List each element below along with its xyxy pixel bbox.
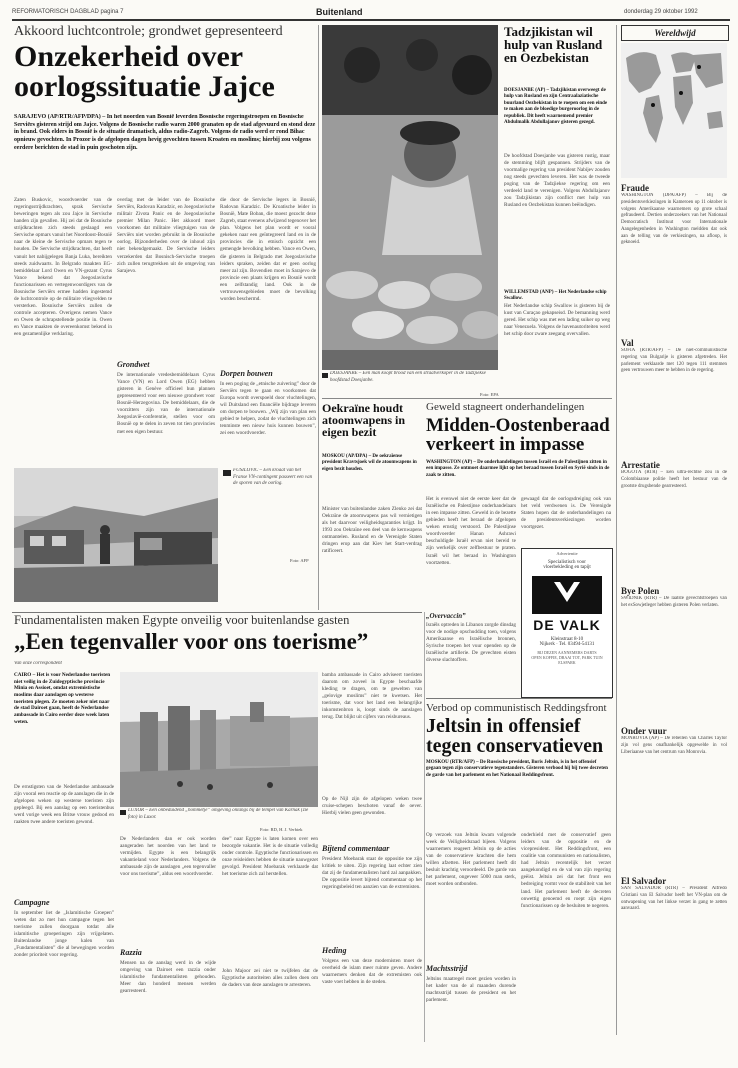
world-map [621, 43, 727, 178]
ad-line2: vloerbekleding en tapijt [543, 565, 591, 570]
jeltsin-col1b: Jeltsins maatregel moet gezien worden in het kader van de al maanden durende machtsstrijd tussen de president en het parlement. [426, 976, 516, 1004]
egypte-col4: bamba ambassade in Cairo adviseert toeristen daarom om zoveel in Egypte beschaafde kleding te dragen, om te gewelten van „gelovige moslims” niet te kwetsen. Het toerisme, dat voor het land een belangrijke inkomstenbron is, loopt sinds de aanslagen terug. Dat blijkt uit cijfers van reisbureaus. [322, 672, 422, 721]
caption-bullet [223, 470, 231, 476]
egypte-subhead-campagne: Campagne [14, 898, 50, 907]
sidebar-item-text: MONROVIA (AP) – De rebellen van Charles Taylor zijn vol gens onafhankelijk opgewelde in vol Liberiaanse van het centrum van Monrovia. [621, 736, 727, 755]
sidebar-item-title: Arrestatie [621, 460, 660, 470]
sidebar-item-title: Bye Polen [621, 586, 660, 596]
egypte-col1b: In september liet de „Islamitische Groepen” weten dat zo met hun campagne tegen het toerisme zullen doorgaan totdat alle islamitische groeperingen zijn vrijgelaten. Buitenlandse jonge kalen van „Fundamentalisten” die al bewegingen worden zonder prioriteit voor regering. [14, 910, 114, 959]
header-date: donderdag 29 oktober 1992 [624, 9, 698, 15]
header-left: REFORMATORISCH DAGBLAD pagina 7 [12, 9, 124, 15]
jajce-photo-caption: FUSILOVIC – Een kroaat van het Franse VN-contingent passeert een van de sporen van de oorlog. [233, 468, 313, 486]
oekraine-headline: Oekraïne houdt atoomwapens in eigen bezit [322, 401, 406, 439]
jajce-photo-credit: Foto: AFP [290, 558, 309, 563]
midoosten-kicker: Geweld stagneert onderhandelingen [426, 401, 585, 413]
divider [318, 25, 319, 610]
caption-bullet-3 [120, 810, 126, 815]
caption-bullet-2 [322, 373, 328, 378]
midoosten-col1b: Israëls optreden in Libanon zorgde dinsdag voor de nodige opschudding toen, volgens Amerikaanse en Israëlische bronnen, Syrische troepen het vuur openden op de Israëlische artillerie. De gevechten eisten diverse slachtoffers. [426, 622, 516, 664]
egypte-subhead-bijtend: Bijtend commentaar [322, 844, 390, 853]
ad-extra: BIJ DEZEN AANNEMERS DARTS [537, 650, 597, 655]
egypte-col2b: Mensen na de aanslag werd in de wijde omgeving van Dairoet een razzia onder islamitische fundamentalisten gehouden. Meer dan honderd mensen werden gearresteerd. [120, 960, 216, 995]
header-rule [12, 19, 730, 21]
egypte-col4b: Op de Nijl zijn de afgelopen weken twee cruise-schepen beschoten vanaf de oever. Hierbij vielen geen gewonden. [322, 796, 422, 817]
jeltsin-col2: onderhield met de conservatief geen leiders van de oppositie en de vicepresident. Het Reddingsfront, een coalitie van communisten en nationalisten, had Jeltsin recentelijk het verzet aangekondigd en de val van zijn regering geëist. Jeltsin zei dat het front een bedreiging vormt voor de stabiliteit van het land. Het parlement heeft de decreten onwettig genoemd en roept zijn eigen functionarissen op de besluiten te negeren. [521, 832, 611, 909]
tadzjik-lead: DOESJANBE (AP) – Tadzjikistan overweegt de hulp van Rusland en zijn Centraalaziatische buurland Oezbekistan in te roepen om een einde te maken aan de bloedige burgeroorlog in de republiek. Dit heeft waarnemend premier Abdulmalik Abdullajanov gisteren gezegd. [504, 88, 608, 125]
egypte-byline: Van onze correspondent [14, 661, 62, 666]
jajce-headline: Onzekerheid over oorlogssituatie Jajce [14, 40, 275, 103]
ad-extra2: OPEN KOFFIE, DRAAI TOT, PARK TUIN [531, 655, 603, 660]
divider [424, 612, 425, 1042]
jeltsin-kicker: Verbod op communistisch Reddingsfront [426, 702, 607, 714]
ad-brand: DE VALK [533, 617, 601, 633]
sidebar-title-box [621, 25, 729, 41]
midoosten-col1: Het is evenwel niet de eerste keer dat de Israëlische en Palestijnse onderhandelaars in een impasse zitten. Geweld in de bezette gebieden heeft het beraad de afgelopen weken ernstig verstoord. De Palestijnse woordvoerder Hanan Ashrawi beschuldigde Israël ervan niet bereid te zijn werkelijk over zelfbestuur te praten. Israël wil het beraad in Washington voortzetten. [426, 496, 516, 566]
egypte-col4c: President Moebarak staat de oppositie toe zijn kritiek te uiten. Zijn regering laat echter zien dat zij de fundamentalisten hard zal aanpakken. De oppositie levert bijtend commentaar op het regeringsbeleid ten aanzien van de extremisten. [322, 856, 422, 891]
egypte-col2: De Nederlanders dan er ook worden aangeraden het noorden van het land te vermijden. Egypte is een belangrijk vakantieland voor Nederlanders. Volgens de ambassade zijn de aanslagen „een tegenvaller voor ons toerisme”, aldus een woordvoerder. [120, 836, 216, 878]
jeltsin-subhead: Machtsstrijd [426, 964, 468, 973]
egypte-photo [120, 672, 318, 807]
sidebar-items [621, 183, 727, 1033]
sidebar-item-title: Fraude [621, 183, 649, 193]
egypte-col3b: John Majoor zei niet te twijfelen dat de Egyptische autoriteiten alles zullen doen om de daders van deze aanslagen te arresteren. [222, 968, 318, 989]
egypte-col1: De ernstigsten van de Nederlandse ambassade zijn vooral een reactie op de aanslagen die in de afgelopen weken op westerse toeristen zijn gepleegd. Bij een aanslag op een toeristenbus werd vorige week een Britse vrouw gedood en raakten twee andere toeristen gewond. [14, 784, 114, 826]
sidebar-item-text: BOGOTÁ (RTR) – Een ultra-rechtse zou in de Colombiaanse politie heeft het bestuur van de grootste drugsbende gearresteerd. [621, 470, 727, 489]
jajce-photo [14, 468, 218, 602]
midoosten-lead: WASHINGTON (AP) – De onderhandelingen tussen Israël en de Palestijnen zitten in een impasse. Ze ontmoet daarmee lijkt op het beraad tussen Israël en Syrië sinds in de zaak te zitten. [426, 460, 610, 478]
egypte-headline: „Een tegenvaller voor ons toerisme” [14, 629, 369, 654]
tadzjik-photo [322, 25, 498, 370]
sidebar-item-title: Onder vuur [621, 726, 667, 736]
egypte-col4d: Volgens een van deze modernisten moet de overheid de islam meer ruimte geven. Andere waarnemers denken dat de extremisten ook vaste voet hebben in de steden. [322, 958, 422, 986]
jajce-lead: SARAJEVO (AP/RTR/AFP/DPA) – In het noorden van Bosnië leverden Bosnische regeringstroepen en Bosnische Serviërs gisteren strijd om Jajce. Volgens de Bosnische radio waren 2000 granaten op de stad afgevuurd en stond deze in brand. Ook elders in Bosnië is de situatie dramatisch, aldus radio-Zagreb. Volgens de radio werd er rond Bihac opnieuw gevochten. In Prozor is de afgelopen dagen hevig gevochten tussen Kroaten en moslims; hierbij zou volgens eerdere berichten de stad in puin geschoten zijn. [14, 114, 316, 151]
tadzjik-body: De hoofdstad Doesjanbe was gisteren rustig, maar de stemming blijft gespannen. Strijders van de voormalige regering van president Nabijev zouden nog steeds gevechten leveren. Het was de tweede poging van de Tadzjiekse regering om een verdeeld land te verenigen. Volgens Abdullajanov zou Tadzjikistan zijn conflict met hulp van Rusland en Oezbekistan kunnen beëindigen. [504, 153, 610, 209]
tadzjik-photo-credit: Foto: EPA [480, 392, 499, 397]
jajce-kicker: Akkoord luchtcontrole; grondwet gepresenteerd [14, 24, 283, 39]
sidebar-item-title: Val [621, 338, 634, 348]
ad-address: Kleinstraat 8-10 [550, 637, 584, 642]
sidebar-title: Wereldwijd [654, 28, 696, 38]
jajce-subhead-dorpen: Dorpen bouwen [220, 369, 273, 378]
tadzjik-headline: Tadzjikistan wil hulp van Rusland en Oezbekistan [504, 24, 603, 65]
ad-label: Advertentie [556, 551, 578, 556]
jajce-col2b: De internationale vredesbemiddelaars Cyrus Vance (VN) en Lord Owen (EG) hebben gisteren in Genève officieel hun plannen gepresenteerd voor een nieuwe grondwet voor Bosnië-Herzegovina. De bemiddelaars, die de voorzitters zijn van de internationale Joegoslavië-conferentie, stellen voor om Bosnië op te delen in zeven tot tien provincies met een eigen bestuur. [117, 372, 215, 435]
jajce-col1: Zaten Buskovic, woordvoerder van de regeringsstrijdkrachten, sprak Servische beweringen tegen als zou Jajce in Servische handen zijn gevallen. Hij zei dat de Bosnische strijdkrachten zich steeds geslaagd een Servische opmars vanuit het Noordoost-Bosnië naar de kleine de Servische opmars tegen te houden. De Servische strijdkrachten, dat heeft vanuit het nabijgelegen Banja Luka, bereikten steeds zuidwaarts. In Belgrado maakten EG-bemiddelaar Lord Owen en VN-gezant Cyrus Vance bekend dat Joegoslavische functionarissen en vertegenwoordigers van de Bosnische Serviërs ermee hadden ingestemd de luchtcontrole op de militaire vliegvelden te versterken. Bosnische Serviërs zullen de controle accepteren. Overigens nemen Vance en Owen de schrapstellende positie in. Owen en Vance maakten de overeenkomst bekend in een gezamenlijke verklaring. [14, 197, 112, 338]
jajce-subhead-grondwet: Grondwet [117, 360, 150, 369]
sidebar-item-text: SWIDNIK (RTR) – De laatste gevechtstroepen van het exSowjetleger hebben gisteren Polen verlaten. [621, 596, 727, 608]
jeltsin-headline: Jeltsin in offensief tegen conservatieven [426, 715, 604, 757]
ad-city: Nijkerk · Tel. 03494-54131 [539, 642, 595, 647]
sidebar-item-text: SOFIA (RTR/AFP) – De niet-communistische regering van Bulgarije is gisteren afgetreden. Het parlement verklaarde met 120 tegen 111 stemmen geen vertrouwen meer te hebben in de regering. [621, 348, 727, 374]
jajce-col3: die door de Servische legers in Bosnië, Radovan Karadzic. De Kroatische leider in Bosnië, Mate Boban, die moest gezocht deze Zagreb, staat evenens afwijzend tegenover het plan. Volgens het plan wordt er vooral gekeken naar een geïntegreerd land en in de provincies die in etnisch opzicht een gemengde bevolking hebben. Vance en Owen, die gisteren in Belgrado met Joegoslavische leiders spraken, zeiden dat er geen oorlog meer zal zijn. Bovendien moet in Sarajevo de provincie een plaats krijgen en Bosnië wordt een zelfstandig land. Ook in de vertrouwensgebieden moet de bevolking worden beschermd. [220, 197, 316, 302]
egypte-kicker: Fundamentalisten maken Egypte onveilig voor buitenlandse gasten [14, 613, 350, 627]
jeltsin-lead: MOSKOU (RTR/AFP) – De Russische president, Boris Jeltsin, is in het offensief gegaan tegen zijn conservatieve tegenstanders. Gisteren verbood hij bij twee decreten de garde van het parlement en het Nationaal Reddingsfront. [426, 760, 608, 778]
ad-box [521, 548, 613, 698]
oekraine-body: Minister van buitenlandse zaken Zlenko zei dat Oekraïne de atoomwapens pas wil vernietigen als het daarvoor veiligheidsgaranties krijgt. In 1993 zou Oekraïne een deel van de kernwapens ontmantelen. Rusland en de Verenigde Staten dringen erop aan dat Kiev het Start-verdrag ratificeert. [322, 506, 422, 555]
jajce-col3b: In een poging de „etnische zuivering” door de Serviërs tegen te gaan en voorkomen dat Europa wordt overspoeld door vluchtelingen, wil Duitsland een financiële bijdrage leveren om dorpen te bouwen. „Wij zijn van plan een gebied te helpen, zodat de vluchtelingen zich tenminste een nieuw huis kunnen bouwen”, zei een woordvoerder. [220, 381, 316, 437]
midoosten-col2: gewaagd dat de oorlogsdreiging ook van het veld verdwenen is. De Verenigde Staten hopen dat de onderhandelingen na de presidentsverkiezingen worden voortgezet. [521, 496, 611, 531]
oekraine-lead: MOSKOU (AP/DPA) – De oekraïense president Kravtsjoek wil de atoomwapens in eigen bezit houden. [322, 454, 417, 472]
sidebar-item-text: SAN SALVADOR (RTR) – President Alfredo Cristiani van El Salvador heeft het VN-plan om de ontwapening van het linkse verzet in gang te zetten aanvaard. [621, 886, 727, 912]
tadzjik-photo-caption: DOESJANBE – Een man koopt brood van een straatverkoper in de Tadzjiekse hoofdstad Doesjanbe. [330, 371, 486, 383]
egypte-photo-credit: Foto: RD, H. J. Verbiek [260, 827, 303, 832]
midoosten-subhead: „Overvaccin” [426, 612, 466, 620]
divider [426, 698, 612, 699]
sidebar-wereldwijd [616, 25, 729, 1035]
midoosten-headline: Midden-Oostenberaad verkeert in impasse [426, 415, 610, 455]
ad-line1: Specialistisch voor [548, 560, 586, 565]
sidebar-item-title: El Salvador [621, 876, 667, 886]
egypte-photo-caption: LUXOR – Een onbeduidend „hommetje” omgeving onlangs bij de tempel van Karnak (zie foto) in Luxor. [128, 808, 309, 820]
tadzjik-body2: Het Nederlandse schip Swallow is gisteren bij de kust van Curaçao gekapseisd. De bemanning werd gered. Het schip was met een lading suiker op weg naar Venezuela. Volgens de havenautoriteiten werd het schip door zware zeegang overvallen. [504, 303, 610, 338]
egypte-col3: dee” naar Egypte is laten komen over een bezorgde vakantie. Het is de situatie volledig onder controle. Egyptische functionarissen en onze reisleiders hebben de situatie nauwgezet gevolgd. President Moebarak verklaarde dat het toerisme zich zal herstellen. [222, 836, 318, 878]
egypte-subhead-heding: Heding [322, 946, 347, 955]
ad-logo [532, 576, 602, 614]
sidebar-item-text: WASHINGTON (DPA/AFP) – Bij de presidentsverkiezingen in Kameroen op 11 oktober is volgens Amerikaanse waarnemers op grote schaal gefraudeerd. Dertien onderzoekers van het Nationaal Democratisch Instituut voor Internationale Aangelegenheden in Washington meldden dat ook aan de telling van de verkiezingen, na afloop, is geknoeid. [621, 193, 727, 246]
tadzjik-sub: WILLEMSTAD (ANP) – Het Nederlandse schip Swallow. [504, 290, 607, 302]
egypte-lead: CAIRO – Het is voor Nederlandse toeristen niet veilig in de Zuidegyptische provincie Minia en Assioet, omdat extremistische moslims daar aanslagen op westerse toeristen plegen. Ze moeten zeker niet naar de stad Dairoet gaan, heeft de Nederlandse ambassade in Cairo eerder deze week laten weten. [14, 672, 111, 725]
divider [322, 398, 612, 399]
ad-extra3: ELSPARK [558, 660, 576, 665]
jajce-col2: overlag met de leider van de Bosnische Serviërs, Radovan Karadzic, en Joegoslavische militair Zivota Panic en de Joegoslavische premier Milan Panic. Het akkoord moet voorkomen dat militaire vliegtuigen van de Serviërs niet worden gebruikt in de Bosnische oorlog. Bijzonderheden over de inhoud zijn niet bekendgemaakt. De Servische leiders verzekerden dat Bosnisch-Servische troepen zich zullen terugtrekken uit de omgeving van Sarajevo. [117, 197, 215, 274]
jeltsin-col1: Op verzoek van Jeltsin kwam volgende week de Veiligheidsraad bijeen. Volgens waarnemers reageert Jeltsin op de acties van de conservatieve krachten die hem willen afzetten. Het parlement heeft dit besluit krachtig veroordeeld. De garde van het parlement, ongeveer 5000 man sterk, moet worden ontbonden. [426, 832, 516, 888]
egypte-subhead-razzia: Razzia [120, 948, 142, 957]
section-title: Buitenland [316, 7, 363, 17]
